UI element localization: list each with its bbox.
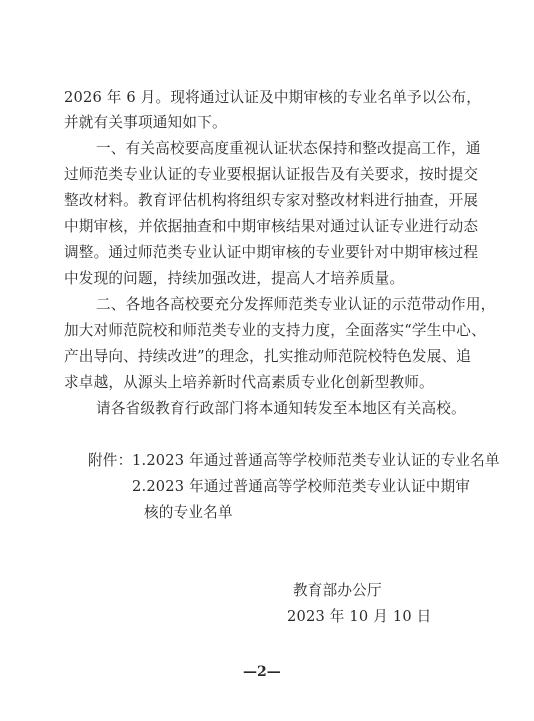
item1-line-3: 整改材料。教育评估机构将组织专家对整改材料进行抽查，开展 (64, 192, 479, 209)
item1-line-5: 调整。通过师范类专业认证中期审核的专业要针对中期审核过程 (64, 244, 479, 261)
issue-date: 2023 年 10 月 10 日 (287, 608, 432, 625)
item1-line-2: 过师范类专业认证的专业要根据认证报告及有关要求，按时提交 (64, 166, 479, 183)
attachment-item-2-line-2: 核的专业名单 (144, 504, 233, 521)
issuing-office: 教育部办公厅 (293, 582, 382, 599)
request-line: 请各省级教育行政部门将本通知转发至本地区有关高校。 (96, 400, 466, 417)
intro-line-2: 并就有关事项通知如下。 (64, 114, 227, 131)
item2-line-1: 二、各地各高校要充分发挥师范类专业认证的示范带动作用， (96, 296, 496, 313)
attachments-label: 附件： (88, 452, 133, 469)
item1-line-4: 中期审核，并依据抽查和中期审核结果对通过认证专业进行动态 (64, 218, 479, 235)
attachment-item-1: 1.2023 年通过普通高等学校师范类专业认证的专业名单 (132, 452, 500, 469)
item1-line-1: 一、有关高校要高度重视认证状态保持和整改提高工作，通 (96, 140, 481, 157)
item1-line-6: 中发现的问题，持续加强改进，提高人才培养质量。 (64, 270, 405, 287)
item2-line-2: 加大对师范院校和师范类专业的支持力度，全面落实“学生中心、 (64, 322, 486, 339)
item2-line-4: 求卓越，从源头上培养新时代高素质专业化创新型教师。 (64, 374, 434, 391)
item2-line-3: 产出导向、持续改进”的理念，扎实推动师范院校特色发展、追 (64, 348, 472, 365)
attachment-item-2-line-1: 2.2023 年通过普通高等学校师范类专业认证中期审 (132, 478, 471, 495)
page-number: —2— (243, 664, 281, 680)
intro-line-1: 2026 年 6 月。现将通过认证及中期审核的专业名单予以公布， (64, 89, 481, 106)
